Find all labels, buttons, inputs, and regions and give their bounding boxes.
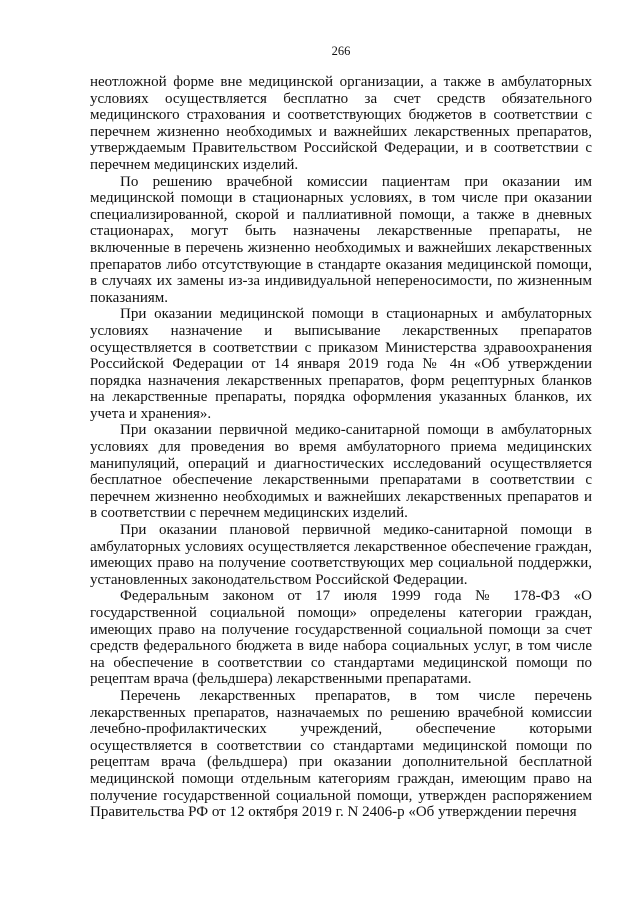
page-number: 266	[331, 44, 351, 58]
paragraph-2: По решению врачебной комиссии пациентам при оказании им медицинской помощи в стационарных условиях, в том числе при оказании специализированной, скорой и паллиативной помощи, а также в дневных стационарах, могут быть назначены лекарственные препараты, не включенные в перечень жизненно необходимых и важнейших лекарственных препаратов либо отсутствующие в стандарте оказания медицинской помощи, в случаях их замены из-за индивидуальной непереносимости, по жизненным показаниям.	[90, 173, 592, 306]
paragraph-6: Федеральным законом от 17 июля 1999 года № 178-ФЗ «О государственной социальной помощи» определены категории граждан, имеющих право на получение государственной социальной помощи за счет средств федерального бюджета в виде набора социальных услуг, в том числе на обеспечение в соответствии со стандартами медицинской помощи по рецептам врача (фельдшера) лекарственными препаратами.	[90, 588, 592, 688]
paragraph-4: При оказании первичной медико-санитарной помощи в амбулаторных условиях для проведения во время амбулаторного приема медицинских манипуляций, операций и диагностических исследований осуществляется бесплатное обеспечение лекарственными препаратами в соответствии с перечнем жизненно необходимых и важнейших лекарственных препаратов и в соответствии с перечнем медицинских изделий.	[90, 422, 592, 522]
paragraph-1: неотложной форме вне медицинской организации, а также в амбулаторных условиях осуществляется бесплатно за счет средств обязательного медицинского страхования и соответствующих бюджетов в соответствии с перечнем жизненно необходимых и важнейших лекарственных препаратов, утверждаемым Правительством Российской Федерации, и в соответствии с перечнем медицинских изделий.	[90, 74, 592, 173]
body-text	[90, 74, 592, 821]
paragraph-7: Перечень лекарственных препаратов, в том числе перечень лекарственных препаратов, назначаемых по решению врачебной комиссии лечебно-профилактических учреждений, обеспечение которыми осуществляется в соответствии со стандартами медицинской помощи по рецептам врача (фельдшера) при оказании дополнительной бесплатной медицинской помощи отдельным категориям граждан, имеющим право на получение государственной социальной помощи, утвержден распоряжением Правительства РФ от 12 октября 2019 г. N 2406-р «Об утверждении перечня	[90, 687, 592, 821]
paragraph-5: При оказании плановой первичной медико-санитарной помощи в амбулаторных условиях осуществляется лекарственное обеспечение граждан, имеющих право на получение соответствующих мер социальной поддержки, установленных законодательством Российской Федерации.	[90, 522, 592, 588]
paragraph-3: При оказании медицинской помощи в стационарных и амбулаторных условиях назначение и выписывание лекарственных препаратов осуществляется в соответствии с приказом Министерства здравоохранения Российской Федерации от 14 января 2019 года № 4н «Об утверждении порядка назначения лекарственных препаратов, форм рецептурных бланков на лекарственные препараты, порядка оформления указанных бланков, их учета и хранения».	[90, 306, 592, 422]
